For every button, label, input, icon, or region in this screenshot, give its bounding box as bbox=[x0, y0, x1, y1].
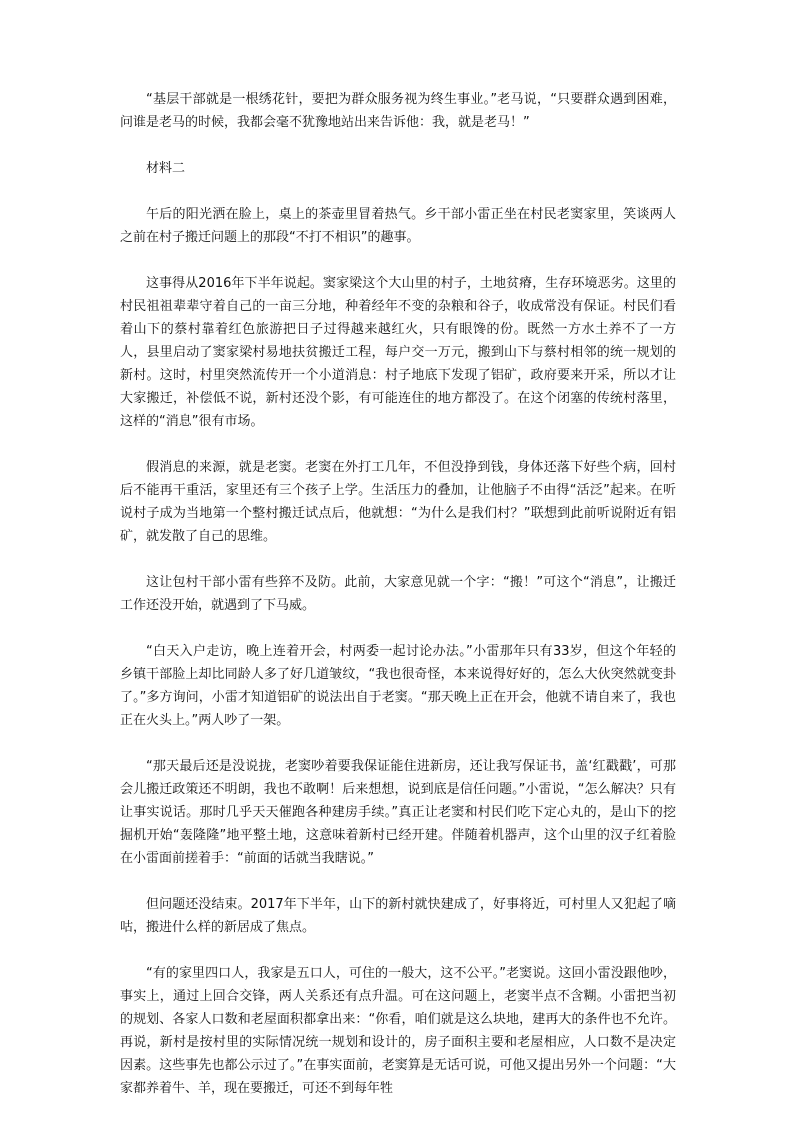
section-heading: 材料二 bbox=[146, 161, 186, 176]
paragraph: 假消息的来源，就是老窦。老窦在外打工几年，不但没挣到钱，身体还落下好些个病，回村后不能再干重活，家里还有三个孩子上学。生活压力的叠加，让他脑子不由得“活泛”起来。在听说村子成为当地第一个整村搬迁试点后，他就想：“为什么是我们村？”联想到此前听说附近有铝矿，就发散了自己的思维。 bbox=[120, 460, 676, 544]
paragraph: “有的家里四口人，我家是五口人，可住的一般大，这不公平。”老窦说。这回小雷没跟他吵，事实上，通过上回合交锋，两人关系还有点升温。可在这问题上，老窦半点不含糊。小雷把当初的规划、各家人口数和老屋面积都拿出来：“你看，咱们就是这么块地，建再大的条件也不允许。再说，新村是按村里的实际情况统一规划和设计的，房子面积主要和老屋相应，人口数不是决定因素。这些事先也都公示过了。”在事实面前，老窦算是无话可说，可他又提出另外一个问题：“大家都养着牛、羊，现在要搬迁，可还不到每年牲 bbox=[120, 966, 676, 1096]
paragraph: 这事得从2016年下半年说起。窦家梁这个大山里的村子，土地贫瘠，生存环境恶劣。这里的村民祖祖辈辈守着自己的一亩三分地，种着经年不变的杂粮和谷子，收成常没有保证。村民们看着山下的蔡村靠着红色旅游把日子过得越来越红火，只有眼馋的份。既然一方水土养不了一方人，县里启动了窦家梁村易地扶贫搬迁工程，每户交一万元，搬到山下与蔡村相邻的统一规划的新村。这时，村里突然流传开一个小道消息：村子地底下发现了铝矿，政府要来开采，所以才让大家搬迁，补偿低不说，新村还没个影，有可能连住的地方都没了。在这个闭塞的传统村落里，这样的“消息”很有市场。 bbox=[120, 276, 676, 429]
paragraph: 午后的阳光洒在脸上，桌上的茶壶里冒着热气。乡干部小雷正坐在村民老窦家里，笑谈两人之前在村子搬迁问题上的那段“不打不相识”的趣事。 bbox=[120, 207, 676, 245]
paragraph: 这让包村干部小雷有些猝不及防。此前，大家意见就一个字：“搬！”可这个“消息”，让搬迁工作还没开始，就遇到了下马威。 bbox=[120, 575, 676, 613]
paragraph: “白天入户走访，晚上连着开会，村两委一起讨论办法。”小雷那年只有33岁，但这个年轻的乡镇干部脸上却比同龄人多了好几道皱纹，“我也很奇怪，本来说得好好的，怎么大伙突然就变卦了。”多方询问，小雷才知道铝矿的说法出自于老窦。“那天晚上正在开会，他就不请自来了，我也正在火头上。”两人吵了一架。 bbox=[120, 644, 676, 728]
document-page bbox=[120, 88, 676, 1123]
paragraph: “基层干部就是一根绣花针，要把为群众服务视为终生事业。”老马说，“只要群众遇到困难，问谁是老马的时候，我都会毫不犹豫地站出来告诉他：我，就是老马！” bbox=[120, 92, 676, 130]
paragraph: 但问题还没结束。2017年下半年，山下的新村就快建成了，好事将近，可村里人又犯起了嘀咕，搬进什么样的新居成了焦点。 bbox=[120, 897, 676, 935]
paragraph: “那天最后还是没说拢，老窦吵着要我保证能住进新房，还让我写保证书，盖‘红戳戳’，可那会儿搬迁政策还不明朗，我也不敢啊！后来想想，说到底是信任问题。”小雷说，“怎么解决？只有让事实说话。那时几乎天天催跑各种建房手续。”真正让老窦和村民们吃下定心丸的，是山下的挖掘机开始“轰隆隆”地平整土地，这意味着新村已经开建。伴随着机器声，这个山里的汉子红着脸在小雷面前搓着手：“前面的话就当我瞎说。” bbox=[120, 759, 676, 866]
